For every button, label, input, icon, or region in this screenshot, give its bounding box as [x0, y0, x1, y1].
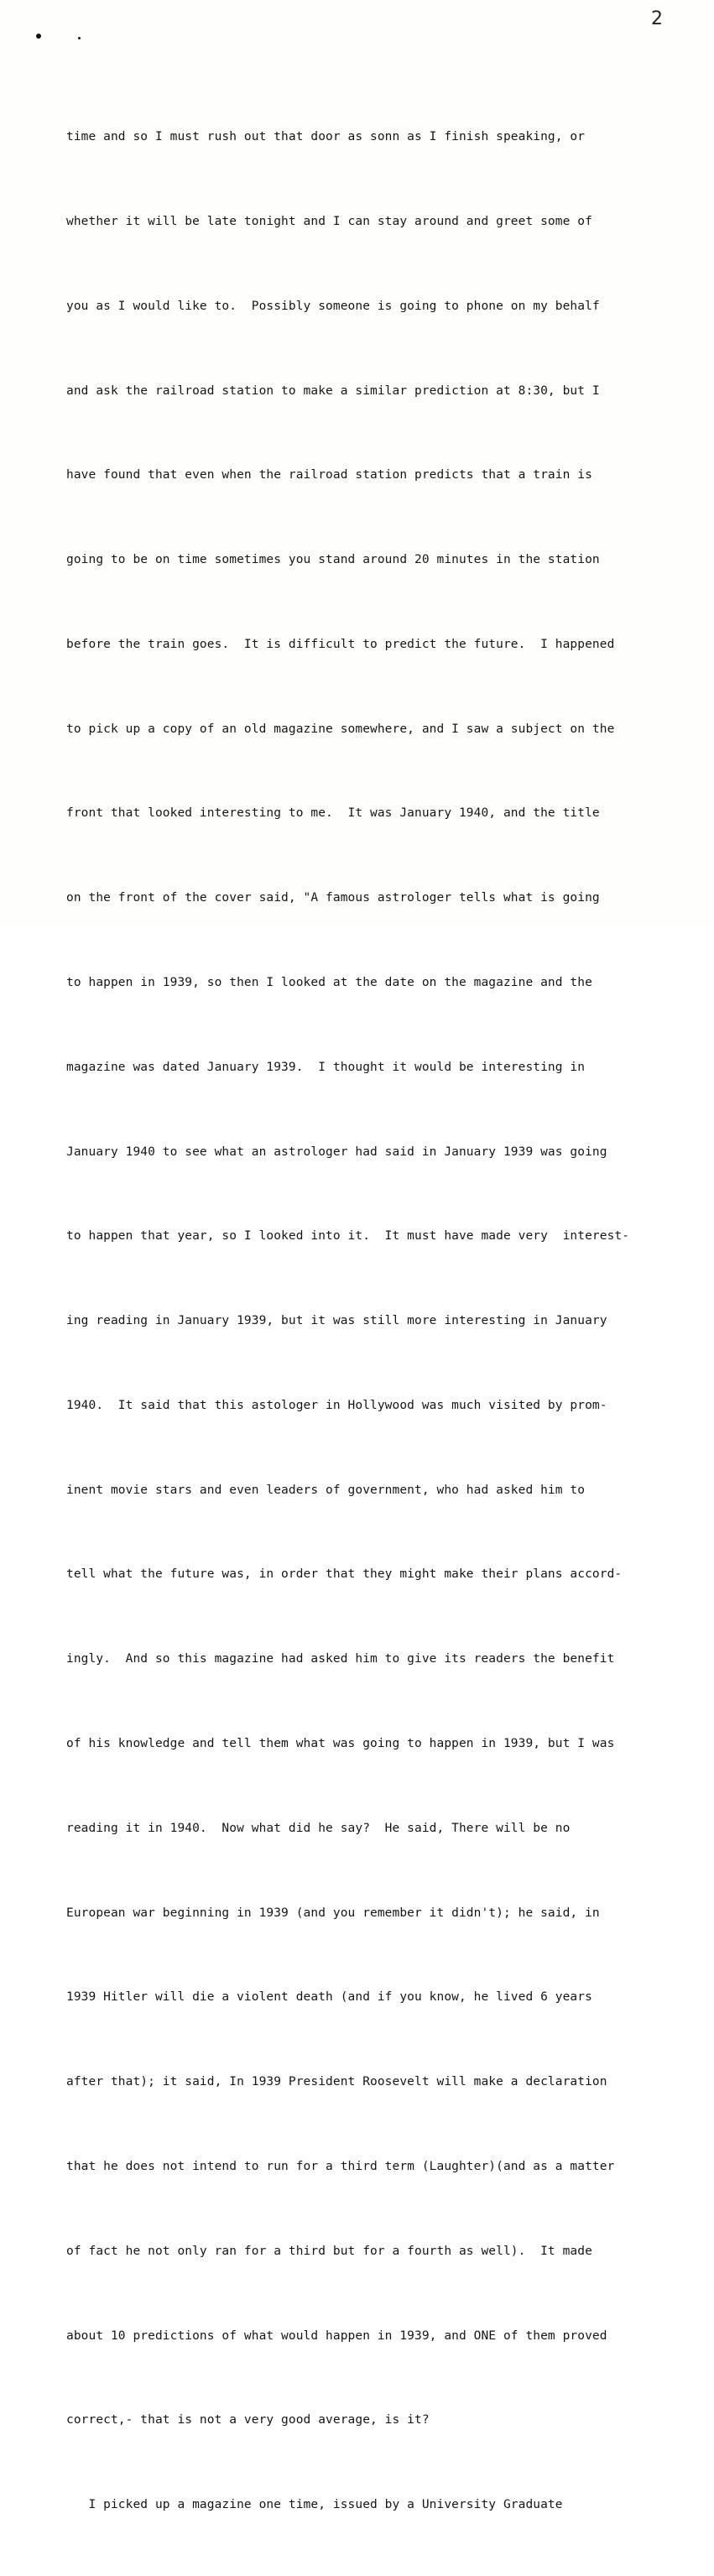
text-line: have found that even when the railroad station predicts that a train is [66, 468, 592, 482]
stray-ink-mark [78, 37, 81, 39]
text-line: on the front of the cover said, "A famous astrologer tells what is going [66, 891, 600, 905]
text-line: European war beginning in 1939 (and you remember it didn't); he said, in [66, 1906, 600, 1920]
text-line: that he does not intend to run for a third term (Laughter)(and as a matter [66, 2159, 615, 2173]
text-line: January 1940 to see what an astrologer had said in January 1939 was going [66, 1145, 607, 1159]
text-line: going to be on time sometimes you stand around 20 minutes in the station [66, 553, 600, 567]
text-line: ingly. And so this magazine had asked him to give its readers the benefit [66, 1652, 615, 1666]
text-line: before the train goes. It is difficult to predict the future. I happened [66, 637, 615, 651]
text-line: time and so I must rush out that door as sonn as I finish speaking, or [66, 130, 586, 144]
text-line: magazine was dated January 1939. I thought it would be interesting in [66, 1060, 586, 1074]
text-line: ing reading in January 1939, but it was still more interesting in January [66, 1314, 607, 1328]
typewritten-body [66, 67, 704, 2576]
text-line: whether it will be late tonight and I can stay around and greet some of [66, 214, 592, 228]
text-line: 1939 Hitler will die a violent death (and if you know, he lived 6 years [66, 1990, 592, 2005]
page-number: 2 [651, 8, 663, 29]
text-line: to pick up a copy of an old magazine somewhere, and I saw a subject on the [66, 722, 615, 736]
text-line: about 10 predictions of what would happen in 1939, and ONE of them proved [66, 2328, 607, 2343]
stray-ink-mark [36, 34, 41, 39]
text-line: and ask the railroad station to make a similar prediction at 8:30, but I [66, 383, 600, 398]
text-line: correct,- that is not a very good average, is it? [66, 2413, 430, 2427]
text-line: you as I would like to. Possibly someone is going to phone on my behalf [66, 299, 600, 313]
text-line: to happen in 1939, so then I looked at the date on the magazine and the [66, 976, 592, 989]
text-line: of his knowledge and tell them what was going to happen in 1939, but I was [66, 1737, 615, 1751]
text-line: reading it in 1940. Now what did he say? He said, There will be no [66, 1821, 571, 1835]
text-line: I picked up a magazine one time, issued by a University Graduate [66, 2498, 563, 2512]
text-line: inent movie stars and even leaders of government, who had asked him to [66, 1483, 586, 1497]
text-line: to happen that year, so I looked into it. It must have made very interest- [66, 1229, 630, 1244]
text-line: of fact he not only ran for a third but for a fourth as well). It made [66, 2244, 592, 2258]
text-line: 1940. It said that this astologer in Hollywood was much visited by prom- [66, 1398, 607, 1412]
text-line: front that looked interesting to me. It was January 1940, and the title [66, 806, 600, 821]
text-line: tell what the future was, in order that they might make their plans accord- [66, 1567, 623, 1582]
text-line: after that); it said, In 1939 President Roosevelt will make a declaration [66, 2075, 607, 2089]
